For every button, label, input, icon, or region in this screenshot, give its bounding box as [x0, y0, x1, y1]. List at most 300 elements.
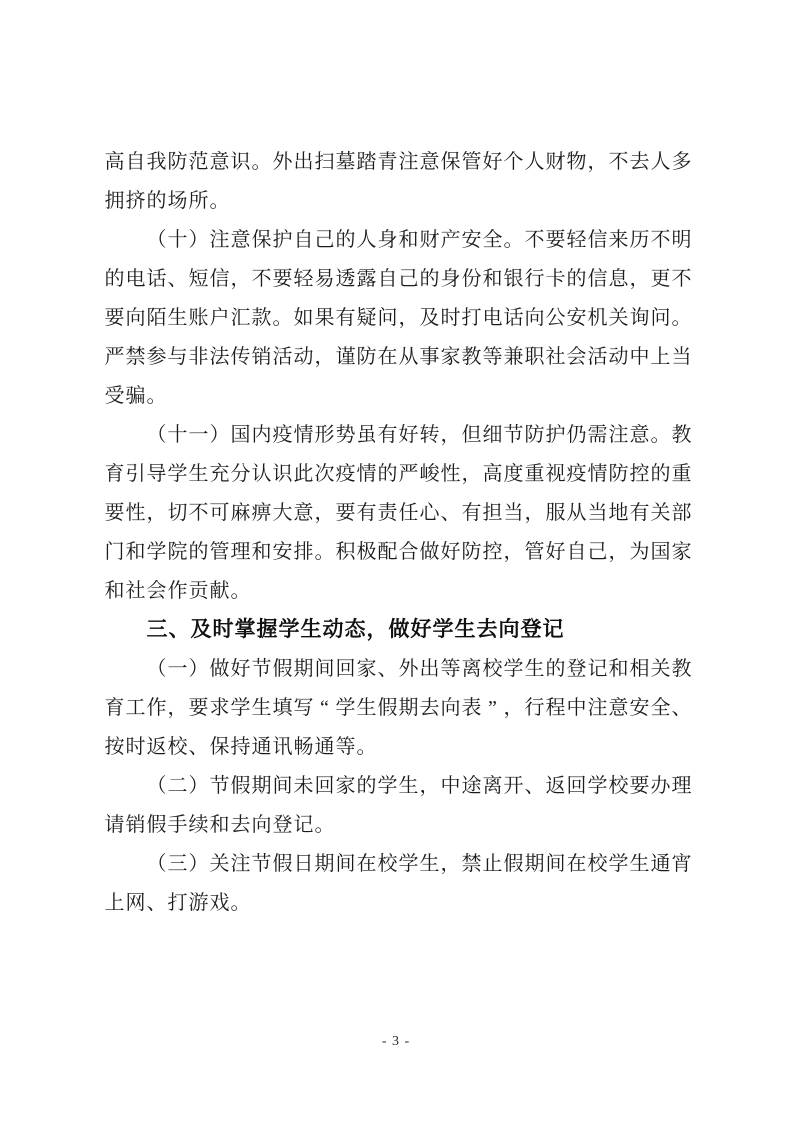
text-char: 及	[419, 306, 440, 329]
text-char: 切	[167, 501, 188, 524]
text-char: ，	[524, 501, 545, 524]
text-char: 性	[125, 501, 146, 524]
document-body	[104, 142, 692, 922]
text-char: 青	[377, 150, 398, 173]
text-char: 好	[440, 540, 461, 563]
text-char: 登	[566, 657, 587, 680]
text-char: 识	[272, 462, 293, 485]
text-char: 做	[419, 540, 440, 563]
text-char: ）	[188, 774, 209, 797]
text-char: 范	[188, 150, 209, 173]
text-char: 意	[419, 150, 440, 173]
text-char: 银	[503, 267, 524, 290]
text-char: 国	[650, 540, 671, 563]
text-char: 易	[314, 267, 335, 290]
text-char: ，	[608, 540, 629, 563]
body-text-line	[104, 688, 692, 727]
text-char: 不	[671, 267, 692, 290]
text-char: 保	[209, 735, 230, 758]
text-char: 校	[608, 774, 629, 797]
text-char: 露	[356, 267, 377, 290]
text-char: 痹	[251, 501, 272, 524]
text-char: 轻	[566, 228, 587, 251]
text-char: 陌	[146, 306, 167, 329]
text-char: 账	[188, 306, 209, 329]
body-text-line	[104, 415, 692, 454]
text-char: 关	[608, 306, 629, 329]
text-char: 信	[587, 267, 608, 290]
text-char: 重	[524, 462, 545, 485]
text-char: 物	[566, 150, 587, 173]
text-char: 中	[629, 345, 650, 368]
text-char: 国	[230, 423, 251, 446]
text-char: 戏	[209, 891, 230, 914]
text-char: 次	[314, 462, 335, 485]
text-char: 电	[482, 306, 503, 329]
text-char: 活	[587, 345, 608, 368]
text-char: 向	[125, 306, 146, 329]
text-char: ”	[488, 696, 497, 719]
text-char: 上	[104, 891, 125, 914]
text-char: 配	[377, 540, 398, 563]
text-char: 外	[272, 150, 293, 173]
text-char: 掌	[234, 618, 256, 641]
text-char: 情	[293, 423, 314, 446]
text-char: 会	[146, 579, 167, 602]
text-char: 身	[377, 228, 398, 251]
text-char: 话	[146, 267, 167, 290]
text-char: 外	[398, 657, 419, 680]
text-char: 记	[587, 657, 608, 680]
text-char: 细	[482, 423, 503, 446]
text-char: 分	[230, 462, 251, 485]
text-char: 时	[212, 618, 234, 641]
text-char: 与	[167, 345, 188, 368]
text-char: 讯	[272, 735, 293, 758]
text-char: 可	[209, 501, 230, 524]
text-char: 会	[566, 345, 587, 368]
text-char: 安	[566, 306, 587, 329]
text-char: ，	[629, 267, 650, 290]
text-char: 性	[440, 462, 461, 485]
text-char: 安	[461, 228, 482, 251]
body-text-line	[104, 805, 692, 844]
text-char: 严	[398, 462, 419, 485]
text-char: 从	[566, 501, 587, 524]
text-char: 意	[293, 501, 314, 524]
text-char: 责	[377, 501, 398, 524]
text-char: 扫	[314, 150, 335, 173]
text-char: 充	[209, 462, 230, 485]
text-char: 注	[398, 150, 419, 173]
text-char: 十	[167, 228, 188, 251]
body-text-line	[104, 883, 692, 922]
text-char: 打	[167, 891, 188, 914]
text-char: 校	[482, 657, 503, 680]
text-char: 回	[314, 774, 335, 797]
text-char: 生	[454, 618, 476, 641]
text-char: 表	[461, 696, 482, 719]
text-char: 家	[356, 657, 377, 680]
text-char: 户	[209, 306, 230, 329]
text-char: 视	[545, 462, 566, 485]
text-char: 护	[272, 228, 293, 251]
text-char: 但	[461, 423, 482, 446]
text-char: 挤	[125, 189, 146, 212]
text-char: （	[146, 657, 167, 680]
text-char: 生	[356, 696, 377, 719]
text-char: 和	[398, 228, 419, 251]
text-char: 动	[293, 345, 314, 368]
text-char: 仍	[566, 423, 587, 446]
text-char: 节	[503, 423, 524, 446]
text-char: 学	[146, 540, 167, 563]
text-char: 在	[566, 852, 587, 875]
text-char: 防	[167, 150, 188, 173]
text-char: 时	[440, 306, 461, 329]
text-char: 等	[482, 345, 503, 368]
text-char: 生	[300, 618, 322, 641]
text-char: 家	[335, 774, 356, 797]
body-text-line	[104, 337, 692, 376]
text-char: 踏	[356, 150, 377, 173]
text-char: 轻	[293, 267, 314, 290]
text-char: 职	[524, 345, 545, 368]
text-char: 去	[629, 150, 650, 173]
text-char: 好	[410, 618, 432, 641]
text-char: 个	[503, 150, 524, 173]
text-char: 。	[314, 540, 335, 563]
text-char: 行	[524, 696, 545, 719]
text-char: 三	[167, 852, 188, 875]
text-char: 麻	[230, 501, 251, 524]
text-char: 要	[335, 501, 356, 524]
text-char: 生	[188, 462, 209, 485]
text-char: 事	[419, 345, 440, 368]
text-char: 游	[188, 891, 209, 914]
text-char: 不	[251, 267, 272, 290]
text-char: 的	[356, 774, 377, 797]
text-char: 如	[293, 306, 314, 329]
text-char: 和	[209, 813, 230, 836]
text-char: 向	[524, 306, 545, 329]
text-char: 重	[671, 462, 692, 485]
text-char: 、	[377, 657, 398, 680]
text-char: 问	[650, 306, 671, 329]
text-char: （	[146, 852, 167, 875]
text-char: 。	[272, 306, 293, 329]
text-char: 在	[356, 852, 377, 875]
text-char: 极	[356, 540, 377, 563]
text-char: 全	[482, 228, 503, 251]
text-char: 二	[167, 774, 188, 797]
text-char: 疫	[272, 423, 293, 446]
text-char: 教	[671, 657, 692, 680]
text-char: 相	[629, 657, 650, 680]
text-char: 款	[251, 306, 272, 329]
text-char: 场	[167, 189, 188, 212]
text-char: 。	[251, 150, 272, 173]
text-char: 全	[650, 696, 671, 719]
text-char: 生	[251, 696, 272, 719]
text-char: （	[146, 228, 167, 251]
body-text-line	[104, 727, 692, 766]
text-char: 向	[498, 618, 520, 641]
text-char: 关	[209, 852, 230, 875]
text-char: 。	[356, 735, 377, 758]
text-char: 果	[314, 306, 335, 329]
text-char: 登	[520, 618, 542, 641]
text-char: 卡	[545, 267, 566, 290]
text-char: 请	[104, 813, 125, 836]
text-char: 学	[432, 618, 454, 641]
text-char: 及	[190, 618, 212, 641]
text-char: 己	[398, 267, 419, 290]
text-char: 严	[104, 345, 125, 368]
text-char: 部	[671, 501, 692, 524]
text-char: 的	[377, 462, 398, 485]
text-char: 份	[461, 267, 482, 290]
text-char: ，	[314, 345, 335, 368]
text-char: 担	[482, 501, 503, 524]
section-heading-line	[104, 610, 692, 649]
text-char: 积	[335, 540, 356, 563]
text-char: 的	[188, 540, 209, 563]
text-char: 为	[629, 540, 650, 563]
text-char: 活	[272, 345, 293, 368]
text-char: ，	[461, 462, 482, 485]
text-char: 防	[356, 345, 377, 368]
text-char: 校	[167, 735, 188, 758]
text-char: （	[146, 423, 167, 446]
text-char: 学	[587, 774, 608, 797]
text-char: 禁	[125, 345, 146, 368]
text-char: ，	[366, 618, 388, 641]
text-char: 、	[167, 267, 188, 290]
text-char: 。	[671, 306, 692, 329]
text-char: 生	[167, 306, 188, 329]
text-char: 贡	[188, 579, 209, 602]
text-char: 法	[209, 345, 230, 368]
text-char: 要	[629, 774, 650, 797]
text-char: 地	[608, 501, 629, 524]
text-char: 势	[335, 423, 356, 446]
text-char: 去	[476, 618, 498, 641]
text-char: 传	[230, 345, 251, 368]
body-text-line	[104, 532, 692, 571]
text-char: 开	[503, 774, 524, 797]
text-char: 来	[608, 228, 629, 251]
body-text-line	[104, 649, 692, 688]
text-char: ，	[503, 540, 524, 563]
text-char: 自	[293, 228, 314, 251]
text-char: 去	[230, 813, 251, 836]
text-char: 虽	[356, 423, 377, 446]
text-char: 形	[314, 423, 335, 446]
text-char: 自	[377, 267, 398, 290]
text-char: 高	[104, 150, 125, 173]
text-char: 止	[482, 852, 503, 875]
text-char: 有	[335, 306, 356, 329]
text-char: 的	[566, 267, 587, 290]
text-char: 理	[230, 540, 251, 563]
text-char: 情	[587, 462, 608, 485]
text-char: 持	[230, 735, 251, 758]
text-char: ）	[209, 423, 230, 446]
text-char: 人	[650, 150, 671, 173]
text-char: 转	[419, 423, 440, 446]
text-char: 献	[209, 579, 230, 602]
text-char: ，	[314, 501, 335, 524]
text-char: 意	[629, 423, 650, 446]
body-text-line	[104, 571, 692, 610]
text-char: 管	[461, 150, 482, 173]
text-char: 短	[188, 267, 209, 290]
text-char: 和	[482, 267, 503, 290]
text-char: 动	[608, 345, 629, 368]
text-char: 情	[356, 462, 377, 485]
body-text-line	[104, 181, 692, 220]
text-char: 出	[293, 150, 314, 173]
text-char: ，	[503, 696, 524, 719]
text-char: ）	[188, 228, 209, 251]
text-char: 合	[398, 540, 419, 563]
text-char: 作	[167, 579, 188, 602]
text-char: 通	[314, 735, 335, 758]
text-char: 记	[542, 618, 564, 641]
text-char: ，	[440, 423, 461, 446]
text-char: 电	[125, 267, 146, 290]
text-char: 人	[356, 228, 377, 251]
text-char: 、	[168, 618, 190, 641]
text-char: 历	[629, 228, 650, 251]
text-char: 防	[524, 423, 545, 446]
text-char: ，	[167, 696, 188, 719]
text-char: 非	[188, 345, 209, 368]
text-char: ，	[398, 306, 419, 329]
text-char: 学	[278, 618, 300, 641]
text-char: 我	[146, 150, 167, 173]
text-char: 认	[251, 462, 272, 485]
body-text-line	[104, 298, 692, 337]
text-char: 关	[650, 501, 671, 524]
text-char: 生	[629, 852, 650, 875]
text-char: 疫	[566, 462, 587, 485]
text-char: 行	[524, 267, 545, 290]
text-char: 做	[388, 618, 410, 641]
text-char: 引	[125, 462, 146, 485]
text-char: 自	[566, 540, 587, 563]
text-char: 按	[104, 735, 125, 758]
text-char: 意	[209, 150, 230, 173]
text-char: 兼	[503, 345, 524, 368]
text-char: 生	[398, 774, 419, 797]
text-char: 向	[251, 813, 272, 836]
text-char: 育	[104, 462, 125, 485]
text-char: 网	[125, 891, 146, 914]
text-char: 返	[545, 774, 566, 797]
text-char: 自	[125, 150, 146, 173]
text-char: 的	[545, 657, 566, 680]
body-text-line	[104, 493, 692, 532]
text-char: 、	[671, 696, 692, 719]
text-char: 间	[314, 657, 335, 680]
text-char: 间	[272, 774, 293, 797]
body-text-line	[104, 844, 692, 883]
text-char: 要	[188, 696, 209, 719]
text-char: 向	[440, 696, 461, 719]
text-char: 的	[104, 267, 125, 290]
text-char: 生	[524, 657, 545, 680]
text-char: 校	[377, 852, 398, 875]
text-char: 十	[167, 423, 188, 446]
text-char: 明	[671, 228, 692, 251]
text-char: 要	[272, 267, 293, 290]
text-char: ，	[146, 501, 167, 524]
text-char: 内	[251, 423, 272, 446]
text-char: 未	[293, 774, 314, 797]
text-char: 节	[251, 852, 272, 875]
text-char: 控	[629, 462, 650, 485]
text-char: 注	[608, 423, 629, 446]
text-char: 参	[146, 345, 167, 368]
text-char: ，	[230, 267, 251, 290]
text-char: 禁	[461, 852, 482, 875]
text-char: 询	[629, 306, 650, 329]
text-char: 。	[314, 813, 335, 836]
text-char: 多	[671, 150, 692, 173]
text-char: 期	[251, 774, 272, 797]
text-char: 高	[482, 462, 503, 485]
text-char: 校	[587, 852, 608, 875]
text-char: “	[320, 696, 329, 719]
text-char: 疑	[356, 306, 377, 329]
text-char: 时	[125, 735, 146, 758]
text-char: 生	[419, 852, 440, 875]
text-char: 需	[587, 423, 608, 446]
text-char: 的	[335, 228, 356, 251]
text-char: 安	[272, 540, 293, 563]
text-char: 在	[377, 345, 398, 368]
text-char: 作	[146, 696, 167, 719]
text-char: 好	[545, 540, 566, 563]
text-char: 假	[230, 774, 251, 797]
text-char: 。	[209, 189, 230, 212]
text-char: 。	[146, 384, 167, 407]
text-char: ，	[587, 150, 608, 173]
text-char: 去	[419, 696, 440, 719]
text-char: ）	[188, 657, 209, 680]
text-char: 学	[335, 696, 356, 719]
text-char: 工	[125, 696, 146, 719]
text-char: 导	[146, 462, 167, 485]
text-char: 中	[566, 696, 587, 719]
text-char: 、	[524, 774, 545, 797]
text-char: 学	[167, 462, 188, 485]
text-char: 保	[440, 150, 461, 173]
text-char: 假	[272, 657, 293, 680]
text-char: 不	[608, 150, 629, 173]
text-char: 机	[587, 306, 608, 329]
text-char: 意	[230, 228, 251, 251]
text-char: 心	[419, 501, 440, 524]
text-char: 等	[440, 657, 461, 680]
text-char: 骗	[125, 384, 146, 407]
text-char: 任	[398, 501, 419, 524]
text-char: 间	[335, 852, 356, 875]
text-char: 填	[272, 696, 293, 719]
text-char: 。	[230, 579, 251, 602]
